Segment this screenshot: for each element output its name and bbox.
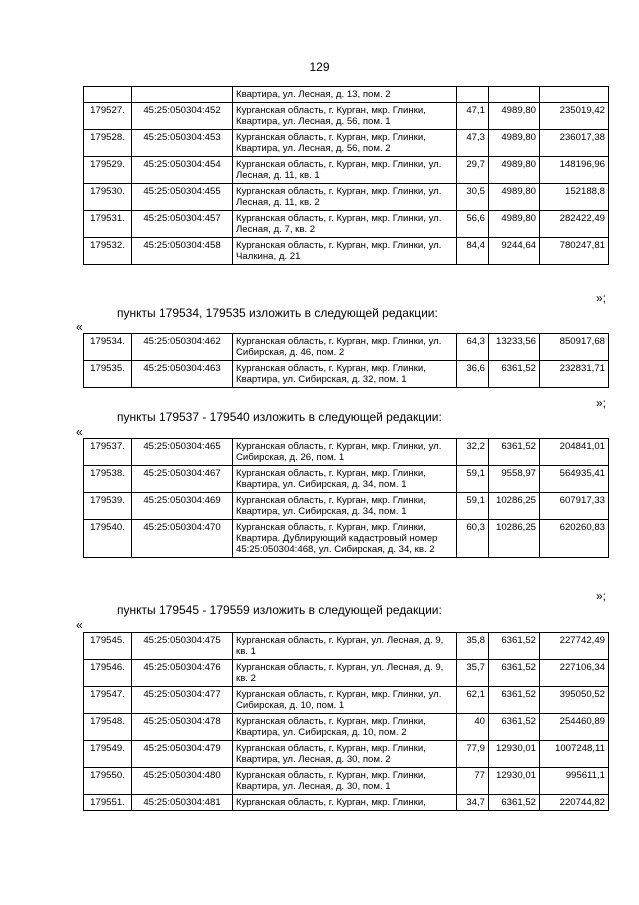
unit-value-cell: 10286,25	[489, 493, 540, 520]
address-cell: Курганская область, г. Курган, мкр. Глинки, Квартира, ул. Лесная, д. 56, пом. 1	[233, 103, 457, 130]
area-cell: 62,1	[457, 687, 489, 714]
area-cell: 47,3	[457, 130, 489, 157]
total-value-cell: 220744,82	[540, 795, 609, 811]
area-cell: 77	[457, 768, 489, 795]
area-cell: 35,8	[457, 633, 489, 660]
cadastral-number-cell	[132, 87, 233, 103]
unit-value-cell	[489, 87, 540, 103]
address-cell: Курганская область, г. Курган, мкр. Глинки, ул. Лесная, д. 11, кв. 1	[233, 157, 457, 184]
item-number-cell: 179530.	[84, 184, 132, 211]
area-cell: 59,1	[457, 493, 489, 520]
cadastral-number-cell: 45:25:050304:481	[132, 795, 233, 811]
total-value-cell: 780247,81	[540, 238, 609, 265]
table-row	[84, 87, 609, 103]
table-row	[84, 439, 609, 466]
address-cell: Курганская область, г. Курган, мкр. Глинки, ул. Лесная, д. 11, кв. 2	[233, 184, 457, 211]
item-number-cell: 179534.	[84, 334, 132, 361]
item-number-cell: 179538.	[84, 466, 132, 493]
unit-value-cell: 4989,80	[489, 103, 540, 130]
item-number-cell: 179550.	[84, 768, 132, 795]
cadastral-number-cell: 45:25:050304:467	[132, 466, 233, 493]
total-value-cell: 227106,34	[540, 660, 609, 687]
table-row	[84, 768, 609, 795]
table-row	[84, 633, 609, 660]
cadastral-number-cell: 45:25:050304:455	[132, 184, 233, 211]
opening-quote: «	[76, 618, 83, 632]
area-cell: 34,7	[457, 795, 489, 811]
page-number: 129	[309, 60, 330, 74]
total-value-cell: 995611,1	[540, 768, 609, 795]
item-number-cell: 179537.	[84, 439, 132, 466]
area-cell: 59,1	[457, 466, 489, 493]
address-cell: Курганская область, г. Курган, ул. Лесная, д. 9, кв. 1	[233, 633, 457, 660]
item-number-cell: 179545.	[84, 633, 132, 660]
area-cell: 84,4	[457, 238, 489, 265]
closing-quote: »;	[596, 589, 607, 603]
cadastral-number-cell: 45:25:050304:454	[132, 157, 233, 184]
total-value-cell: 395050,52	[540, 687, 609, 714]
address-cell: Курганская область, г. Курган, мкр. Глинки,	[233, 795, 457, 811]
item-number-cell: 179540.	[84, 520, 132, 558]
unit-value-cell: 6361,52	[489, 439, 540, 466]
total-value-cell: 564935,41	[540, 466, 609, 493]
unit-value-cell: 6361,52	[489, 361, 540, 388]
register-table-4	[83, 632, 609, 811]
area-cell: 30,5	[457, 184, 489, 211]
table-row	[84, 130, 609, 157]
total-value-cell: 148196,96	[540, 157, 609, 184]
area-cell: 64,3	[457, 334, 489, 361]
address-cell: Курганская область, г. Курган, мкр. Глинки, ул. Сибирская, д. 10, пом. 1	[233, 687, 457, 714]
table-row	[84, 520, 609, 558]
item-number-cell: 179527.	[84, 103, 132, 130]
table-row	[84, 238, 609, 265]
unit-value-cell: 6361,52	[489, 633, 540, 660]
table-row	[84, 184, 609, 211]
area-cell: 47,1	[457, 103, 489, 130]
cadastral-number-cell: 45:25:050304:463	[132, 361, 233, 388]
total-value-cell: 850917,68	[540, 334, 609, 361]
item-number-cell	[84, 87, 132, 103]
address-cell: Курганская область, г. Курган, мкр. Глинки, Квартира, ул. Лесная, д. 30, пом. 2	[233, 741, 457, 768]
cadastral-number-cell: 45:25:050304:452	[132, 103, 233, 130]
item-number-cell: 179535.	[84, 361, 132, 388]
unit-value-cell: 12930,01	[489, 741, 540, 768]
cadastral-number-cell: 45:25:050304:458	[132, 238, 233, 265]
cadastral-number-cell: 45:25:050304:480	[132, 768, 233, 795]
total-value-cell: 282422,49	[540, 211, 609, 238]
total-value-cell: 227742,49	[540, 633, 609, 660]
cadastral-number-cell: 45:25:050304:478	[132, 714, 233, 741]
table-row	[84, 714, 609, 741]
closing-quote: »;	[596, 291, 607, 305]
area-cell	[457, 87, 489, 103]
opening-quote: «	[76, 425, 83, 439]
table-row	[84, 157, 609, 184]
table-row	[84, 795, 609, 811]
table-row	[84, 361, 609, 388]
address-cell: Курганская область, г. Курган, мкр. Глинки, ул. Лесная, д. 7, кв. 2	[233, 211, 457, 238]
amendment-instruction: пункты 179534, 179535 изложить в следующей редакции:	[117, 306, 438, 320]
address-cell: Курганская область, г. Курган, ул. Лесная, д. 9, кв. 2	[233, 660, 457, 687]
cadastral-number-cell: 45:25:050304:475	[132, 633, 233, 660]
cadastral-number-cell: 45:25:050304:453	[132, 130, 233, 157]
table-row	[84, 466, 609, 493]
cadastral-number-cell: 45:25:050304:462	[132, 334, 233, 361]
item-number-cell: 179551.	[84, 795, 132, 811]
cadastral-number-cell: 45:25:050304:470	[132, 520, 233, 558]
closing-quote: »;	[596, 396, 607, 410]
area-cell: 35,7	[457, 660, 489, 687]
unit-value-cell: 6361,52	[489, 795, 540, 811]
item-number-cell: 179549.	[84, 741, 132, 768]
total-value-cell: 607917,33	[540, 493, 609, 520]
unit-value-cell: 6361,52	[489, 660, 540, 687]
amendment-instruction: пункты 179537 - 179540 изложить в следующей редакции:	[117, 410, 442, 424]
table-row	[84, 493, 609, 520]
table-row	[84, 334, 609, 361]
unit-value-cell: 13233,56	[489, 334, 540, 361]
item-number-cell: 179539.	[84, 493, 132, 520]
area-cell: 29,7	[457, 157, 489, 184]
area-cell: 56,6	[457, 211, 489, 238]
address-cell: Курганская область, г. Курган, мкр. Глинки, Квартира, ул. Сибирская, д. 34, пом. 1	[233, 493, 457, 520]
table-row	[84, 211, 609, 238]
unit-value-cell: 12930,01	[489, 768, 540, 795]
area-cell: 60,3	[457, 520, 489, 558]
item-number-cell: 179531.	[84, 211, 132, 238]
total-value-cell: 235019,42	[540, 103, 609, 130]
register-table-3	[83, 438, 609, 558]
cadastral-number-cell: 45:25:050304:465	[132, 439, 233, 466]
unit-value-cell: 6361,52	[489, 714, 540, 741]
item-number-cell: 179547.	[84, 687, 132, 714]
address-cell: Курганская область, г. Курган, мкр. Глинки, Квартира, ул. Сибирская, д. 10, пом. 2	[233, 714, 457, 741]
cadastral-number-cell: 45:25:050304:469	[132, 493, 233, 520]
cadastral-number-cell: 45:25:050304:457	[132, 211, 233, 238]
cadastral-number-cell: 45:25:050304:476	[132, 660, 233, 687]
table-row	[84, 660, 609, 687]
area-cell: 36,6	[457, 361, 489, 388]
register-table-1	[83, 86, 609, 265]
total-value-cell: 232831,71	[540, 361, 609, 388]
total-value-cell: 152188,8	[540, 184, 609, 211]
address-cell: Курганская область, г. Курган, мкр. Глинки, Квартира, ул. Сибирская, д. 32, пом. 1	[233, 361, 457, 388]
unit-value-cell: 10286,25	[489, 520, 540, 558]
total-value-cell: 620260,83	[540, 520, 609, 558]
unit-value-cell: 9558,97	[489, 466, 540, 493]
address-cell: Курганская область, г. Курган, мкр. Глинки, ул. Чалкина, д. 21	[233, 238, 457, 265]
total-value-cell: 236017,38	[540, 130, 609, 157]
total-value-cell: 1007248,11	[540, 741, 609, 768]
cadastral-number-cell: 45:25:050304:477	[132, 687, 233, 714]
table-row	[84, 687, 609, 714]
area-cell: 40	[457, 714, 489, 741]
cadastral-number-cell: 45:25:050304:479	[132, 741, 233, 768]
item-number-cell: 179548.	[84, 714, 132, 741]
address-cell: Курганская область, г. Курган, мкр. Глинки, Квартира, ул. Сибирская, д. 34, пом. 1	[233, 466, 457, 493]
item-number-cell: 179546.	[84, 660, 132, 687]
register-table-2	[83, 333, 609, 388]
table-row	[84, 741, 609, 768]
area-cell: 32,2	[457, 439, 489, 466]
item-number-cell: 179532.	[84, 238, 132, 265]
item-number-cell: 179528.	[84, 130, 132, 157]
unit-value-cell: 4989,80	[489, 211, 540, 238]
address-cell: Курганская область, г. Курган, мкр. Глинки, Квартира, ул. Лесная, д. 30, пом. 1	[233, 768, 457, 795]
table-row	[84, 103, 609, 130]
total-value-cell: 254460,89	[540, 714, 609, 741]
item-number-cell: 179529.	[84, 157, 132, 184]
unit-value-cell: 9244,64	[489, 238, 540, 265]
amendment-instruction: пункты 179545 - 179559 изложить в следующей редакции:	[117, 603, 442, 617]
unit-value-cell: 4989,80	[489, 157, 540, 184]
unit-value-cell: 4989,80	[489, 130, 540, 157]
address-cell: Курганская область, г. Курган, мкр. Глинки, Квартира. Дублирующий кадастровый номер 45:25:050304:468, ул. Сибирская, д. 34, кв. 2	[233, 520, 457, 558]
address-cell: Квартира, ул. Лесная, д. 13, пом. 2	[233, 87, 457, 103]
opening-quote: «	[76, 320, 83, 334]
address-cell: Курганская область, г. Курган, мкр. Глинки, ул. Сибирская, д. 46, пом. 2	[233, 334, 457, 361]
area-cell: 77,9	[457, 741, 489, 768]
unit-value-cell: 4989,80	[489, 184, 540, 211]
address-cell: Курганская область, г. Курган, мкр. Глинки, Квартира, ул. Лесная, д. 56, пом. 2	[233, 130, 457, 157]
address-cell: Курганская область, г. Курган, мкр. Глинки, ул. Сибирская, д. 26, пом. 1	[233, 439, 457, 466]
total-value-cell	[540, 87, 609, 103]
total-value-cell: 204841,01	[540, 439, 609, 466]
unit-value-cell: 6361,52	[489, 687, 540, 714]
